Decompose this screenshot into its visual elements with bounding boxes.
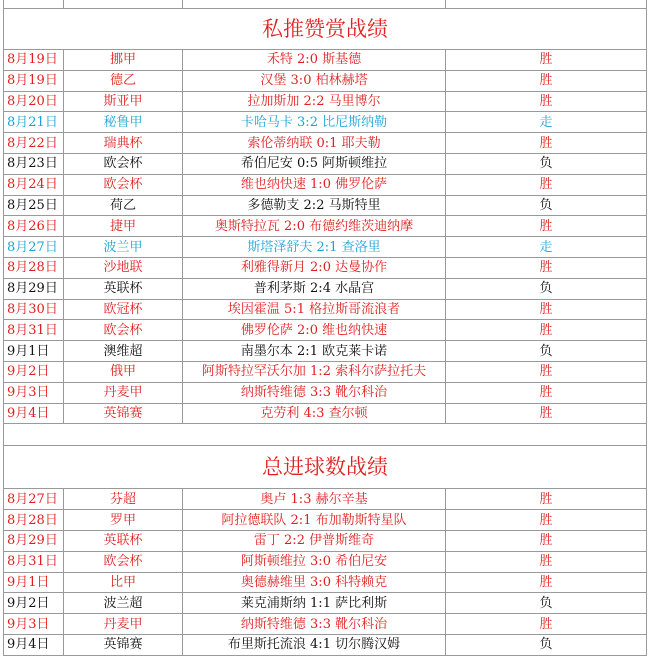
date-cell: 8月19日 xyxy=(4,50,64,71)
date-cell: 9月4日 xyxy=(4,403,64,424)
result-cell: 负 xyxy=(446,153,647,174)
result-row xyxy=(4,614,647,635)
match-cell: 阿斯特拉罕沃尔加 1:2 索科尔萨拉托夫 xyxy=(183,361,446,382)
date-cell: 8月27日 xyxy=(4,237,64,258)
top-blank-row xyxy=(4,0,647,9)
result-cell: 负 xyxy=(446,593,647,614)
result-cell: 胜 xyxy=(446,50,647,71)
league-cell: 沙地联 xyxy=(64,257,183,278)
match-cell: 拉加斯加 2:2 马里博尔 xyxy=(183,91,446,112)
league-cell: 荷乙 xyxy=(64,195,183,216)
result-row xyxy=(4,112,647,133)
result-cell: 胜 xyxy=(446,403,647,424)
result-row xyxy=(4,320,647,341)
date-cell: 8月30日 xyxy=(4,299,64,320)
result-cell: 胜 xyxy=(446,174,647,195)
league-cell: 俄甲 xyxy=(64,361,183,382)
league-cell: 瑞典杯 xyxy=(64,133,183,154)
date-cell: 8月28日 xyxy=(4,510,64,531)
result-cell: 负 xyxy=(446,278,647,299)
result-cell: 胜 xyxy=(446,91,647,112)
league-cell: 秘鲁甲 xyxy=(64,112,183,133)
result-cell: 负 xyxy=(446,341,647,362)
result-cell: 走 xyxy=(446,112,647,133)
result-row xyxy=(4,403,647,424)
result-row xyxy=(4,341,647,362)
result-cell: 胜 xyxy=(446,614,647,635)
league-cell: 英锦赛 xyxy=(64,403,183,424)
league-cell: 波兰超 xyxy=(64,593,183,614)
result-row xyxy=(4,551,647,572)
date-cell: 8月26日 xyxy=(4,216,64,237)
result-row xyxy=(4,530,647,551)
league-cell: 罗甲 xyxy=(64,510,183,531)
result-cell: 胜 xyxy=(446,572,647,593)
result-cell: 胜 xyxy=(446,257,647,278)
section-gap-row xyxy=(4,424,647,446)
result-cell: 胜 xyxy=(446,489,647,510)
date-cell: 8月28日 xyxy=(4,257,64,278)
result-cell: 负 xyxy=(446,195,647,216)
date-cell: 8月25日 xyxy=(4,195,64,216)
result-cell: 胜 xyxy=(446,510,647,531)
result-row xyxy=(4,216,647,237)
result-row xyxy=(4,634,647,655)
date-cell: 8月19日 xyxy=(4,70,64,91)
result-row xyxy=(4,50,647,71)
result-row xyxy=(4,174,647,195)
date-cell: 8月24日 xyxy=(4,174,64,195)
section1-title: 私推赞赏战绩 xyxy=(4,9,647,50)
match-cell: 阿拉德联队 2:1 布加勒斯特星队 xyxy=(183,510,446,531)
date-cell: 8月29日 xyxy=(4,530,64,551)
match-cell: 雷丁 2:2 伊普斯维奇 xyxy=(183,530,446,551)
result-row xyxy=(4,237,647,258)
date-cell: 8月31日 xyxy=(4,320,64,341)
match-cell: 斯塔泽舒夫 2:1 查洛里 xyxy=(183,237,446,258)
date-cell: 8月29日 xyxy=(4,278,64,299)
match-cell: 多德勒支 2:2 马斯特里 xyxy=(183,195,446,216)
sheet-body xyxy=(4,0,647,655)
date-cell: 8月21日 xyxy=(4,112,64,133)
result-row xyxy=(4,510,647,531)
league-cell: 丹麦甲 xyxy=(64,614,183,635)
league-cell: 波兰甲 xyxy=(64,237,183,258)
result-row xyxy=(4,593,647,614)
match-cell: 利雅得新月 2:0 达曼协作 xyxy=(183,257,446,278)
match-cell: 汉堡 3:0 柏林赫塔 xyxy=(183,70,446,91)
result-row xyxy=(4,278,647,299)
league-cell: 德乙 xyxy=(64,70,183,91)
section2-title: 总进球数战绩 xyxy=(4,446,647,489)
league-cell: 欧会杯 xyxy=(64,551,183,572)
match-cell: 纳斯特维德 3:3 靴尔科治 xyxy=(183,382,446,403)
result-row xyxy=(4,299,647,320)
date-cell: 8月31日 xyxy=(4,551,64,572)
date-cell: 8月23日 xyxy=(4,153,64,174)
match-cell: 莱克浦斯纳 1:1 萨比利斯 xyxy=(183,593,446,614)
date-cell: 9月3日 xyxy=(4,614,64,635)
match-cell: 阿斯顿维拉 3:0 希伯尼安 xyxy=(183,551,446,572)
match-cell: 布里斯托流浪 4:1 切尔腾汉姆 xyxy=(183,634,446,655)
result-cell: 走 xyxy=(446,237,647,258)
result-row xyxy=(4,195,647,216)
date-cell: 9月2日 xyxy=(4,361,64,382)
match-cell: 卡哈马卡 3:2 比尼斯纳勒 xyxy=(183,112,446,133)
result-row xyxy=(4,257,647,278)
league-cell: 英联杯 xyxy=(64,278,183,299)
match-cell: 佛罗伦萨 2:0 维也纳快速 xyxy=(183,320,446,341)
match-cell: 奥卢 1:3 赫尔辛基 xyxy=(183,489,446,510)
result-row xyxy=(4,382,647,403)
league-cell: 英联杯 xyxy=(64,530,183,551)
date-cell: 9月1日 xyxy=(4,572,64,593)
result-row xyxy=(4,91,647,112)
results-table xyxy=(3,0,647,656)
date-cell: 9月4日 xyxy=(4,634,64,655)
section2-title-row xyxy=(4,446,647,489)
result-cell: 胜 xyxy=(446,70,647,91)
league-cell: 澳维超 xyxy=(64,341,183,362)
result-cell: 胜 xyxy=(446,133,647,154)
result-cell: 胜 xyxy=(446,382,647,403)
league-cell: 比甲 xyxy=(64,572,183,593)
league-cell: 挪甲 xyxy=(64,50,183,71)
date-cell: 9月2日 xyxy=(4,593,64,614)
result-row xyxy=(4,572,647,593)
section1-title-row xyxy=(4,9,647,50)
result-cell: 负 xyxy=(446,634,647,655)
result-cell: 胜 xyxy=(446,216,647,237)
date-cell: 8月22日 xyxy=(4,133,64,154)
league-cell: 芬超 xyxy=(64,489,183,510)
match-cell: 克劳利 4:3 查尔顿 xyxy=(183,403,446,424)
result-row xyxy=(4,153,647,174)
league-cell: 斯亚甲 xyxy=(64,91,183,112)
date-cell: 9月3日 xyxy=(4,382,64,403)
result-cell: 胜 xyxy=(446,551,647,572)
match-cell: 南墨尔本 2:1 欧克莱卡诺 xyxy=(183,341,446,362)
result-row xyxy=(4,133,647,154)
match-cell: 普利茅斯 2:4 水晶宫 xyxy=(183,278,446,299)
result-row xyxy=(4,489,647,510)
league-cell: 捷甲 xyxy=(64,216,183,237)
league-cell: 欧会杯 xyxy=(64,153,183,174)
league-cell: 英锦赛 xyxy=(64,634,183,655)
match-cell: 奥德赫维里 3:0 科特赖克 xyxy=(183,572,446,593)
date-cell: 8月20日 xyxy=(4,91,64,112)
result-cell: 胜 xyxy=(446,361,647,382)
date-cell: 8月27日 xyxy=(4,489,64,510)
match-cell: 索伦蒂纳联 0:1 耶夫勒 xyxy=(183,133,446,154)
match-cell: 纳斯特维德 3:3 靴尔科治 xyxy=(183,614,446,635)
result-row xyxy=(4,361,647,382)
league-cell: 丹麦甲 xyxy=(64,382,183,403)
match-cell: 奥斯特拉瓦 2:0 布德约维茨迪纳摩 xyxy=(183,216,446,237)
league-cell: 欧冠杯 xyxy=(64,299,183,320)
match-cell: 禾特 2:0 斯基德 xyxy=(183,50,446,71)
match-cell: 维也纳快速 1:0 佛罗伦萨 xyxy=(183,174,446,195)
match-cell: 希伯尼安 0:5 阿斯顿维拉 xyxy=(183,153,446,174)
date-cell: 9月1日 xyxy=(4,341,64,362)
result-cell: 胜 xyxy=(446,299,647,320)
result-cell: 胜 xyxy=(446,320,647,341)
results-sheet xyxy=(3,0,646,656)
league-cell: 欧会杯 xyxy=(64,174,183,195)
result-row xyxy=(4,70,647,91)
league-cell: 欧会杯 xyxy=(64,320,183,341)
result-cell: 胜 xyxy=(446,530,647,551)
match-cell: 埃因霍温 5:1 格拉斯哥流浪者 xyxy=(183,299,446,320)
